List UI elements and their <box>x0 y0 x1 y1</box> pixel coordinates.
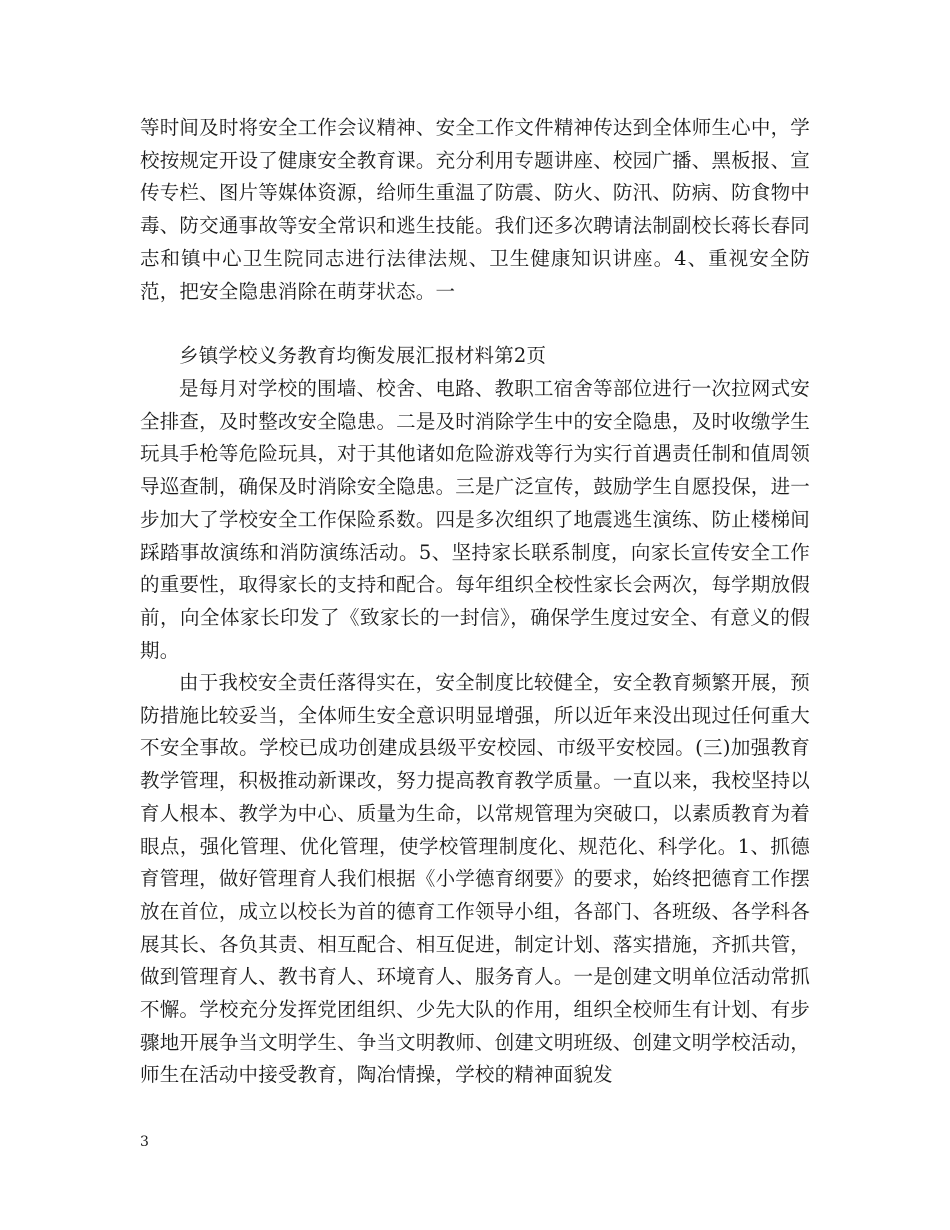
paragraph-safety-measures: 是每月对学校的围墙、校舍、电路、教职工宿舍等部位进行一次拉网式安全排查，及时整改安全隐患。二是及时消除学生中的安全隐患，及时收缴学生玩具手枪等危险玩具，对于其他诸如危险游戏等行为实行首遇责任制和值周领导巡查制，确保及时消除安全隐患。三是广泛宣传，鼓励学生自愿投保，进一步加大了学校安全工作保险系数。四是多次组织了地震逃生演练、防止楼梯间踩踏事故演练和消防演练活动。5、坚持家长联系制度，向家长宣传安全工作的重要性，取得家长的支持和配合。每年组织全校性家长会两次，每学期放假前，向全体家长印发了《致家长的一封信》，确保学生度过安全、有意义的假期。 <box>140 377 810 662</box>
page-heading: 乡镇学校义务教育均衡发展汇报材料第2页 <box>179 344 547 367</box>
paragraph-teaching-management: 由于我校安全责任落得实在，安全制度比较健全，安全教育频繁开展，预防措施比较妥当，全体师生安全意识明显增强，所以近年来没出现过任何重大不安全事故。学校已成功创建成县级平安校园、市级平安校园。(三)加强教育教学管理，积极推动新课改，努力提高教育教学质量。一直以来，我校坚持以育人根本、教学为中心、质量为生命，以常规管理为突破口，以素质教育为着眼点，强化管理、优化管理，使学校管理制度化、规范化、科学化。1、抓德育管理，做好管理育人我们根据《小学德育纲要》的要求，始终把德育工作摆放在首位，成立以校长为首的德育工作领导小组，各部门、各班级、各学科各展其长、各负其责、相互配合、相互促进，制定计划、落实措施，齐抓共管，做到管理育人、教书育人、环境育人、服务育人。一是创建文明单位活动常抓不懈。学校充分发挥党团组织、少先大队的作用，组织全校师生有计划、有步骤地开展争当文明学生、争当文明教师、创建文明班级、创建文明学校活动，师生在活动中接受教育，陶冶情操，学校的精神面貌发 <box>140 671 810 1087</box>
page-number: 3 <box>140 1134 149 1150</box>
paragraph-continuation: 等时间及时将安全工作会议精神、安全工作文件精神传达到全体师生心中，学校按规定开设了健康安全教育课。充分利用专题讲座、校园广播、黑板报、宣传专栏、图片等媒体资源，给师生重温了防震、防火、防汛、防病、防食物中毒、防交通事故等安全常识和逃生技能。我们还多次聘请法制副校长蒋长春同志和镇中心卫生院同志进行法律法规、卫生健康知识讲座。4、重视安全防范，把安全隐患消除在萌芽状态。一 <box>140 116 810 303</box>
